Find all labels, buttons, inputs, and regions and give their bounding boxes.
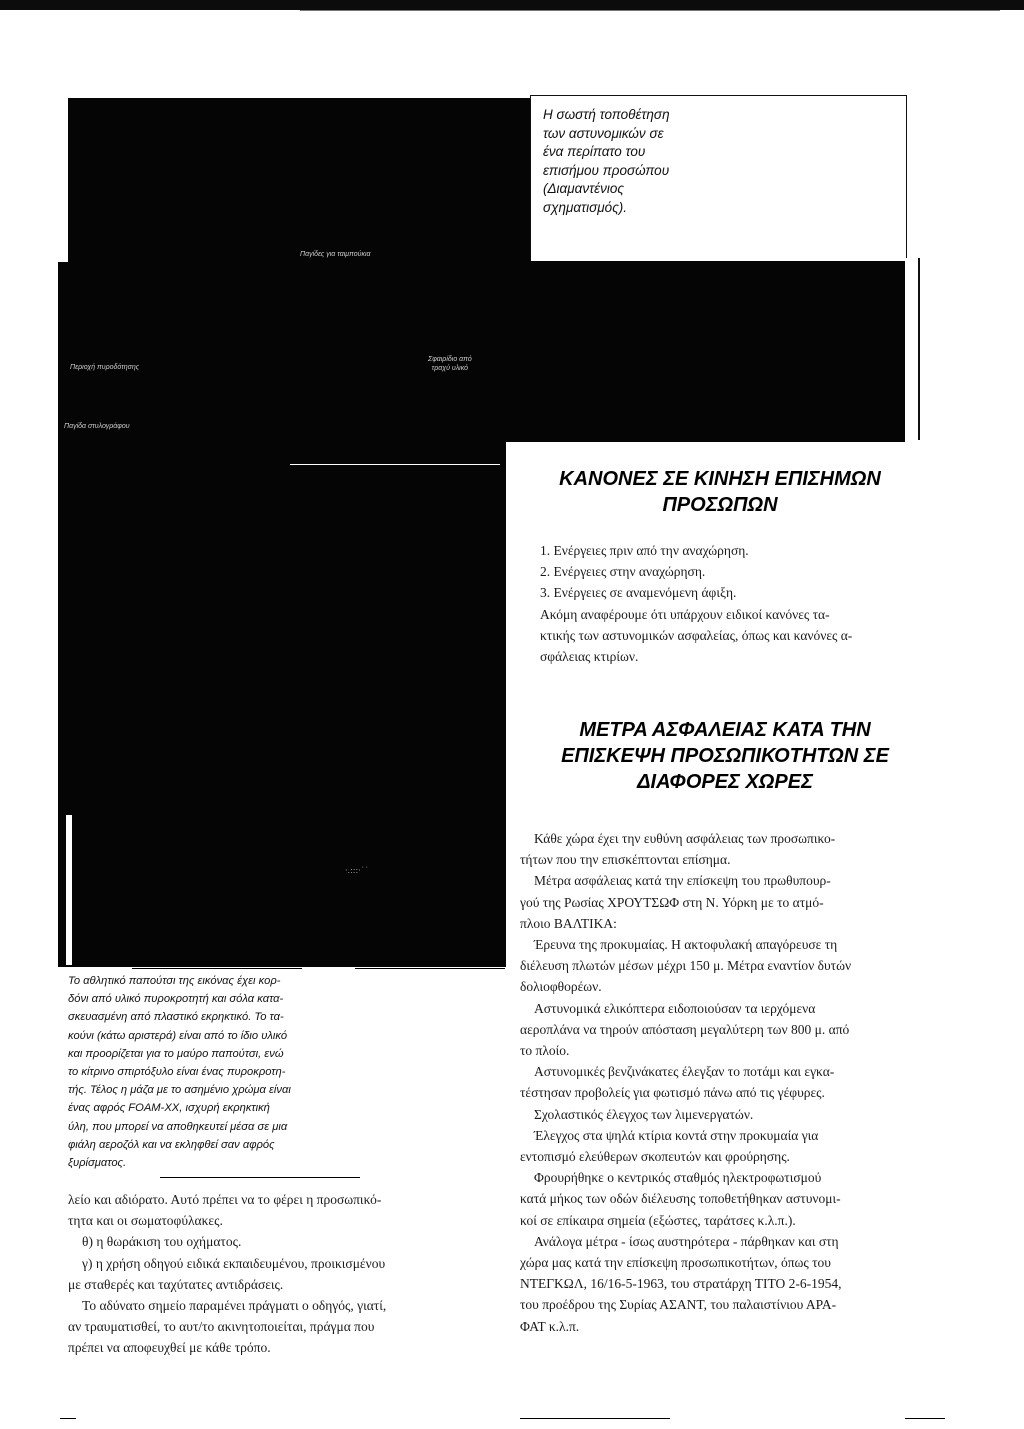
left-column-body: λείο και αδιόρατο. Αυτό πρέπει να το φέρει η προσωπικό- τητα και οι σωματοφύλακες. θ) η θωράκιση του οχήματος. γ) η χρήση οδηγού ειδικά εκπαιδευμένου, προικισμένου με σταθερές και ταχύτατες αντιδράσεις. Το αδύνατο σημείο παραμένει πράγματι ο οδηγός, γιατί, αν τραυματισθεί, το αυτ/το ακινητοποιείται, πράγμα που πρέπει να αποφευχθεί με κάθε τρόπο.: [68, 1192, 387, 1356]
list-item: 1. Ενέργειες πριν από την αναχώρηση.: [540, 543, 749, 558]
list-item: 2. Ενέργειες στην αναχώρηση.: [540, 564, 706, 580]
label-perimeter: Περιοχή πυροδότησης: [70, 364, 140, 371]
middle-photo-upper: [58, 442, 506, 472]
photo-caption: Το αθλητικό παπούτσι της εικόνας έχει κορ- δόνι από υλικό πυροκροτητή και σόλα κατα- σκευασμένη από πλαστικό εκρηκτικό. Το τα- κούνι (κάτω αριστερά) είναι από το ίδιο υλικό και προορίζεται για το μαύρο παπούτσι, ενώ το κίτρινο σπιρτόξυλο είναι ένας πυροκροτη- τής. Τέλος η μάζα με το ασημένιο χρώμα είναι ένας αφρός FOAM-XX, ισχυρή εκρηκτική ύλη, που μπορεί να αποθηκευτεί μέσα σε μια φιάλη αεροζόλ και να εκληφθεί σαν αφρός ξυρίσματος.: [68, 975, 291, 1170]
bottom-rule-main: [520, 1418, 670, 1419]
top-photo-main: [58, 262, 520, 442]
scan-corner-mark: [300, 10, 1000, 11]
top-photo-caption-box: [530, 95, 907, 261]
lower-photo: [58, 815, 506, 967]
bottom-rule-right: [905, 1418, 945, 1419]
photo-notch: [66, 815, 72, 965]
middle-photo: [58, 470, 506, 815]
section2-body: Κάθε χώρα έχει την ευθύνη ασφάλειας των προσωπικο- τήτων που την επισκέπτονται επίσημα. Μέτρα ασφάλειας κατά την επίσκεψη του πρωθυπουρ- γού της Ρωσίας ΧΡΟΥΤΣΩΦ στη Ν. Υόρκη με το ατμό- πλοιο ΒΑΛΤΙΚΑ: Έρευνα της προκυμαίας. Η ακτοφυλακή απαγόρευσε τη διέλευση πλωτών μέσων μέχρι 150 μ. Μέτρα εναντίον δυτών δολιοφθορέων. Αστυνομικά ελικόπτερα ειδοποιούσαν τα ιερχόμενα αεροπλάνα να τηρούν απόσταση μεγαλύτερη των 800 μ. από το πλοίο. Αστυνομικές βενζινάκατες έλεγξαν το ποτάμι και εγκα- τέστησαν προβολείς για φωτισμό πάνω από τις γέφυρες. Σχολαστικός έλεγχος των λιμενεργατών. Έλεγχος στα ψηλά κτίρια κοντά στην προκυμαία για εντοπισμό ελεύθερων σκοπευτών και φρούρησης. Φρουρήθηκε ο κεντρικός σταθμός ηλεκτροφωτισμού κατά μήκος των οδών διέλευσης τοποθετήθηκαν αστυνομι- κοί σε επίκαιρα σημεία (εξώστες, ταράτσες κ.λ.π.). Ανάλογα μέτρα - ίσως αυστηρότερα - πάρθηκαν και στη χώρα μας κατά την επίσκεψη προσωπικοτήτων, όπως του ΝΤΕΓΚΩΛ, 16/16-5-1963, του στρατάρχη ΤΙΤΟ 2-6-1954, του προέδρου της Συρίας ΑΣΑΝΤ, του παλαιστίνιου ΑΡΑ- ΦΑΤ κ.λ.π.: [520, 831, 852, 1334]
top-photo-caption: Η σωστή τοποθέτηση των αστυνομικών σε ένα περίπατο του επισήμου προσώπου (Διαμαντένιος σχηματισμός).: [543, 107, 670, 215]
top-photo-right-strip: [905, 258, 919, 442]
top-photo-right-edge: [918, 258, 920, 440]
top-photo-left: [68, 98, 530, 273]
section1-title: ΚΑΝΟΝΕΣ ΣΕ ΚΙΝΗΣΗ ΕΠΙΣΗΜΩΝ ΠΡΟΣΩΠΩΝ: [559, 468, 881, 516]
scan-top-edge: [0, 0, 1024, 10]
photo-specks: ·.:::·˙˙: [345, 866, 369, 875]
caption-rule-bottom: [160, 1177, 360, 1178]
caption-rule-top-right: [355, 968, 505, 969]
label-sphere: Σφαιρίδιο από τραχύ υλικό: [428, 356, 472, 372]
section2-title: ΜΕΤΡΑ ΑΣΦΑΛΕΙΑΣ ΚΑΤΑ ΤΗΝ ΕΠΙΣΚΕΨΗ ΠΡΟΣΩΠΙΚΟΤΗΤΩΝ ΣΕ ΔΙΑΦΟΡΕΣ ΧΩΡΕΣ: [561, 719, 889, 793]
bottom-rule-left: [60, 1418, 76, 1419]
label-pen-trap: Παγίδα στυλογράφου: [64, 423, 130, 430]
label-pads: Παγίδες για ταιμπούκια: [300, 251, 371, 258]
list-item: 3. Ενέργειες σε αναμενόμενη άφιξη.: [540, 585, 737, 601]
section1-body: 1. Ενέργειες πριν από την αναχώρηση. 2. Ενέργειες στην αναχώρηση. 3. Ενέργειες σε αναμενόμενη άφιξη. Ακόμη αναφέρουμε ότι υπάρχουν ειδικοί κανόνες τα- κτικής των αστυνομικών ασφαλείας, όπως και κανόνες α- σφάλειας κτιρίων.: [540, 540, 960, 667]
caption-rule-top: [132, 968, 302, 969]
photo-rule-top: [290, 464, 500, 465]
top-photo-right-lower: [520, 258, 905, 442]
